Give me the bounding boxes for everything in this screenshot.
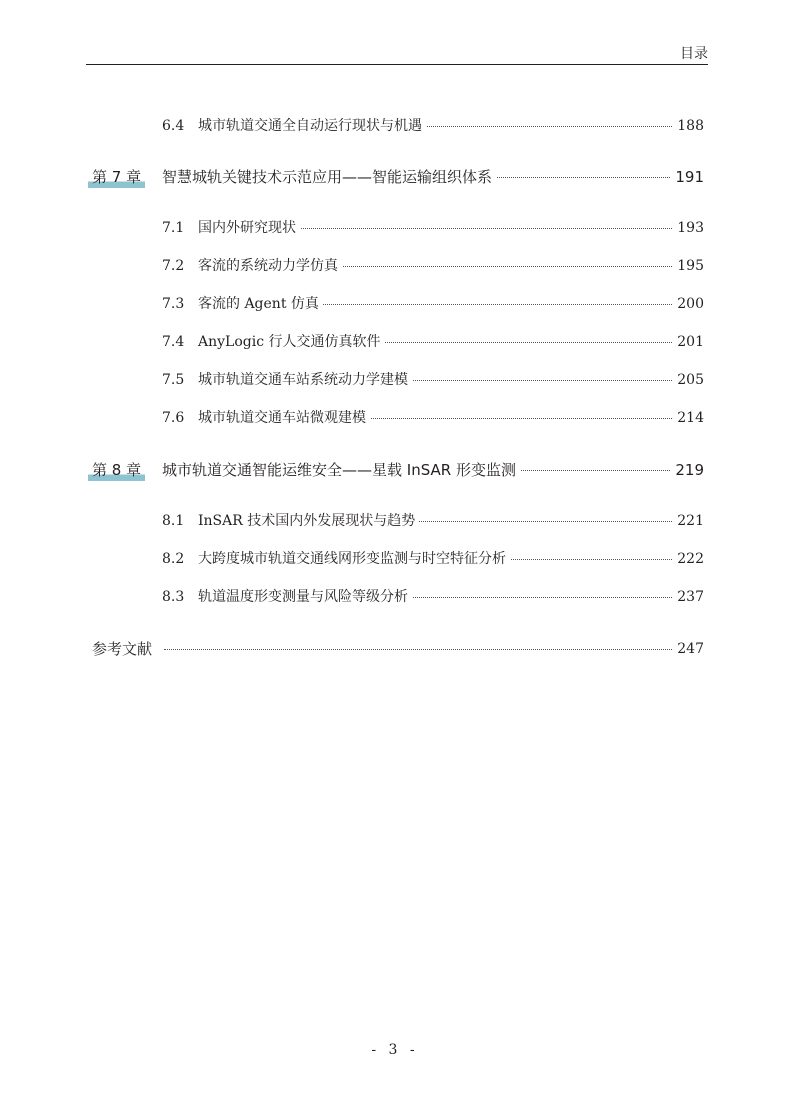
- toc-entry-chapter-8[interactable]: [0, 458, 790, 482]
- toc-entry-references[interactable]: [0, 637, 790, 661]
- section-number: 6.4: [162, 118, 185, 134]
- toc-entry-8-1[interactable]: [0, 509, 790, 533]
- page-ref: 195: [673, 254, 704, 278]
- section-title: 城市轨道交通车站微观建模: [198, 406, 370, 430]
- toc-entry-7-2[interactable]: [0, 254, 790, 278]
- dot-leader: [164, 649, 704, 650]
- section-title: 国内外研究现状: [198, 216, 300, 240]
- chapter-label: 第 8 章: [88, 459, 145, 481]
- section-title: 大跨度城市轨道交通线网形变监测与时空特征分析: [198, 547, 510, 571]
- section-title: AnyLogic 行人交通仿真软件: [198, 330, 385, 354]
- section-title: 轨道温度形变测量与风险等级分析: [198, 585, 412, 609]
- page-ref: 200: [673, 292, 704, 316]
- chapter-title: 智慧城轨关键技术示范应用——智能运输组织体系: [162, 165, 496, 189]
- section-title: 客流的 Agent 仿真: [198, 292, 323, 316]
- toc-entry-7-6[interactable]: [0, 406, 790, 430]
- toc-entry-7-3[interactable]: [0, 292, 790, 316]
- section-number: 8.2: [162, 551, 185, 567]
- section-title: InSAR 技术国内外发展现状与趋势: [198, 509, 419, 533]
- toc-entry-8-2[interactable]: [0, 547, 790, 571]
- section-number: 7.1: [162, 220, 185, 236]
- section-number: 8.1: [162, 513, 185, 529]
- toc-entry-7-4[interactable]: [0, 330, 790, 354]
- page-ref: 237: [673, 585, 704, 609]
- running-header: [86, 40, 708, 65]
- section-number: 7.4: [162, 334, 185, 350]
- chapter-title: 城市轨道交通智能运维安全——星载 InSAR 形变监测: [162, 458, 520, 482]
- page-ref: 214: [673, 406, 704, 430]
- page-ref: 193: [673, 216, 704, 240]
- dot-leader: [234, 228, 704, 229]
- toc-entry-chapter-7[interactable]: [0, 165, 790, 189]
- page-ref: 222: [673, 547, 704, 571]
- section-number: 8.3: [162, 589, 185, 605]
- page-ref: 247: [673, 637, 704, 661]
- toc-entry-6-4[interactable]: [0, 114, 790, 138]
- section-number: 7.5: [162, 372, 185, 388]
- toc-entry-7-1[interactable]: [0, 216, 790, 240]
- toc-entry-7-5[interactable]: [0, 368, 790, 392]
- section-title: 城市轨道交通全自动运行现状与机遇: [198, 114, 426, 138]
- page-ref: 221: [673, 509, 704, 533]
- page-ref: 201: [673, 330, 704, 354]
- section-number: 7.3: [162, 296, 185, 312]
- page-ref: 188: [673, 114, 704, 138]
- references-title: 参考文献: [92, 637, 156, 661]
- toc-entry-8-3[interactable]: [0, 585, 790, 609]
- page-ref: 219: [671, 458, 704, 482]
- page-ref: 205: [673, 368, 704, 392]
- section-title: 城市轨道交通车站系统动力学建模: [198, 368, 412, 392]
- header-title: 目录: [680, 46, 708, 62]
- chapter-label: 第 7 章: [88, 166, 145, 188]
- page-ref: 191: [671, 165, 704, 189]
- section-number: 7.2: [162, 258, 185, 274]
- section-number: 7.6: [162, 410, 185, 426]
- section-title: 客流的系统动力学仿真: [198, 254, 342, 278]
- page-number: - 3 -: [371, 1042, 419, 1058]
